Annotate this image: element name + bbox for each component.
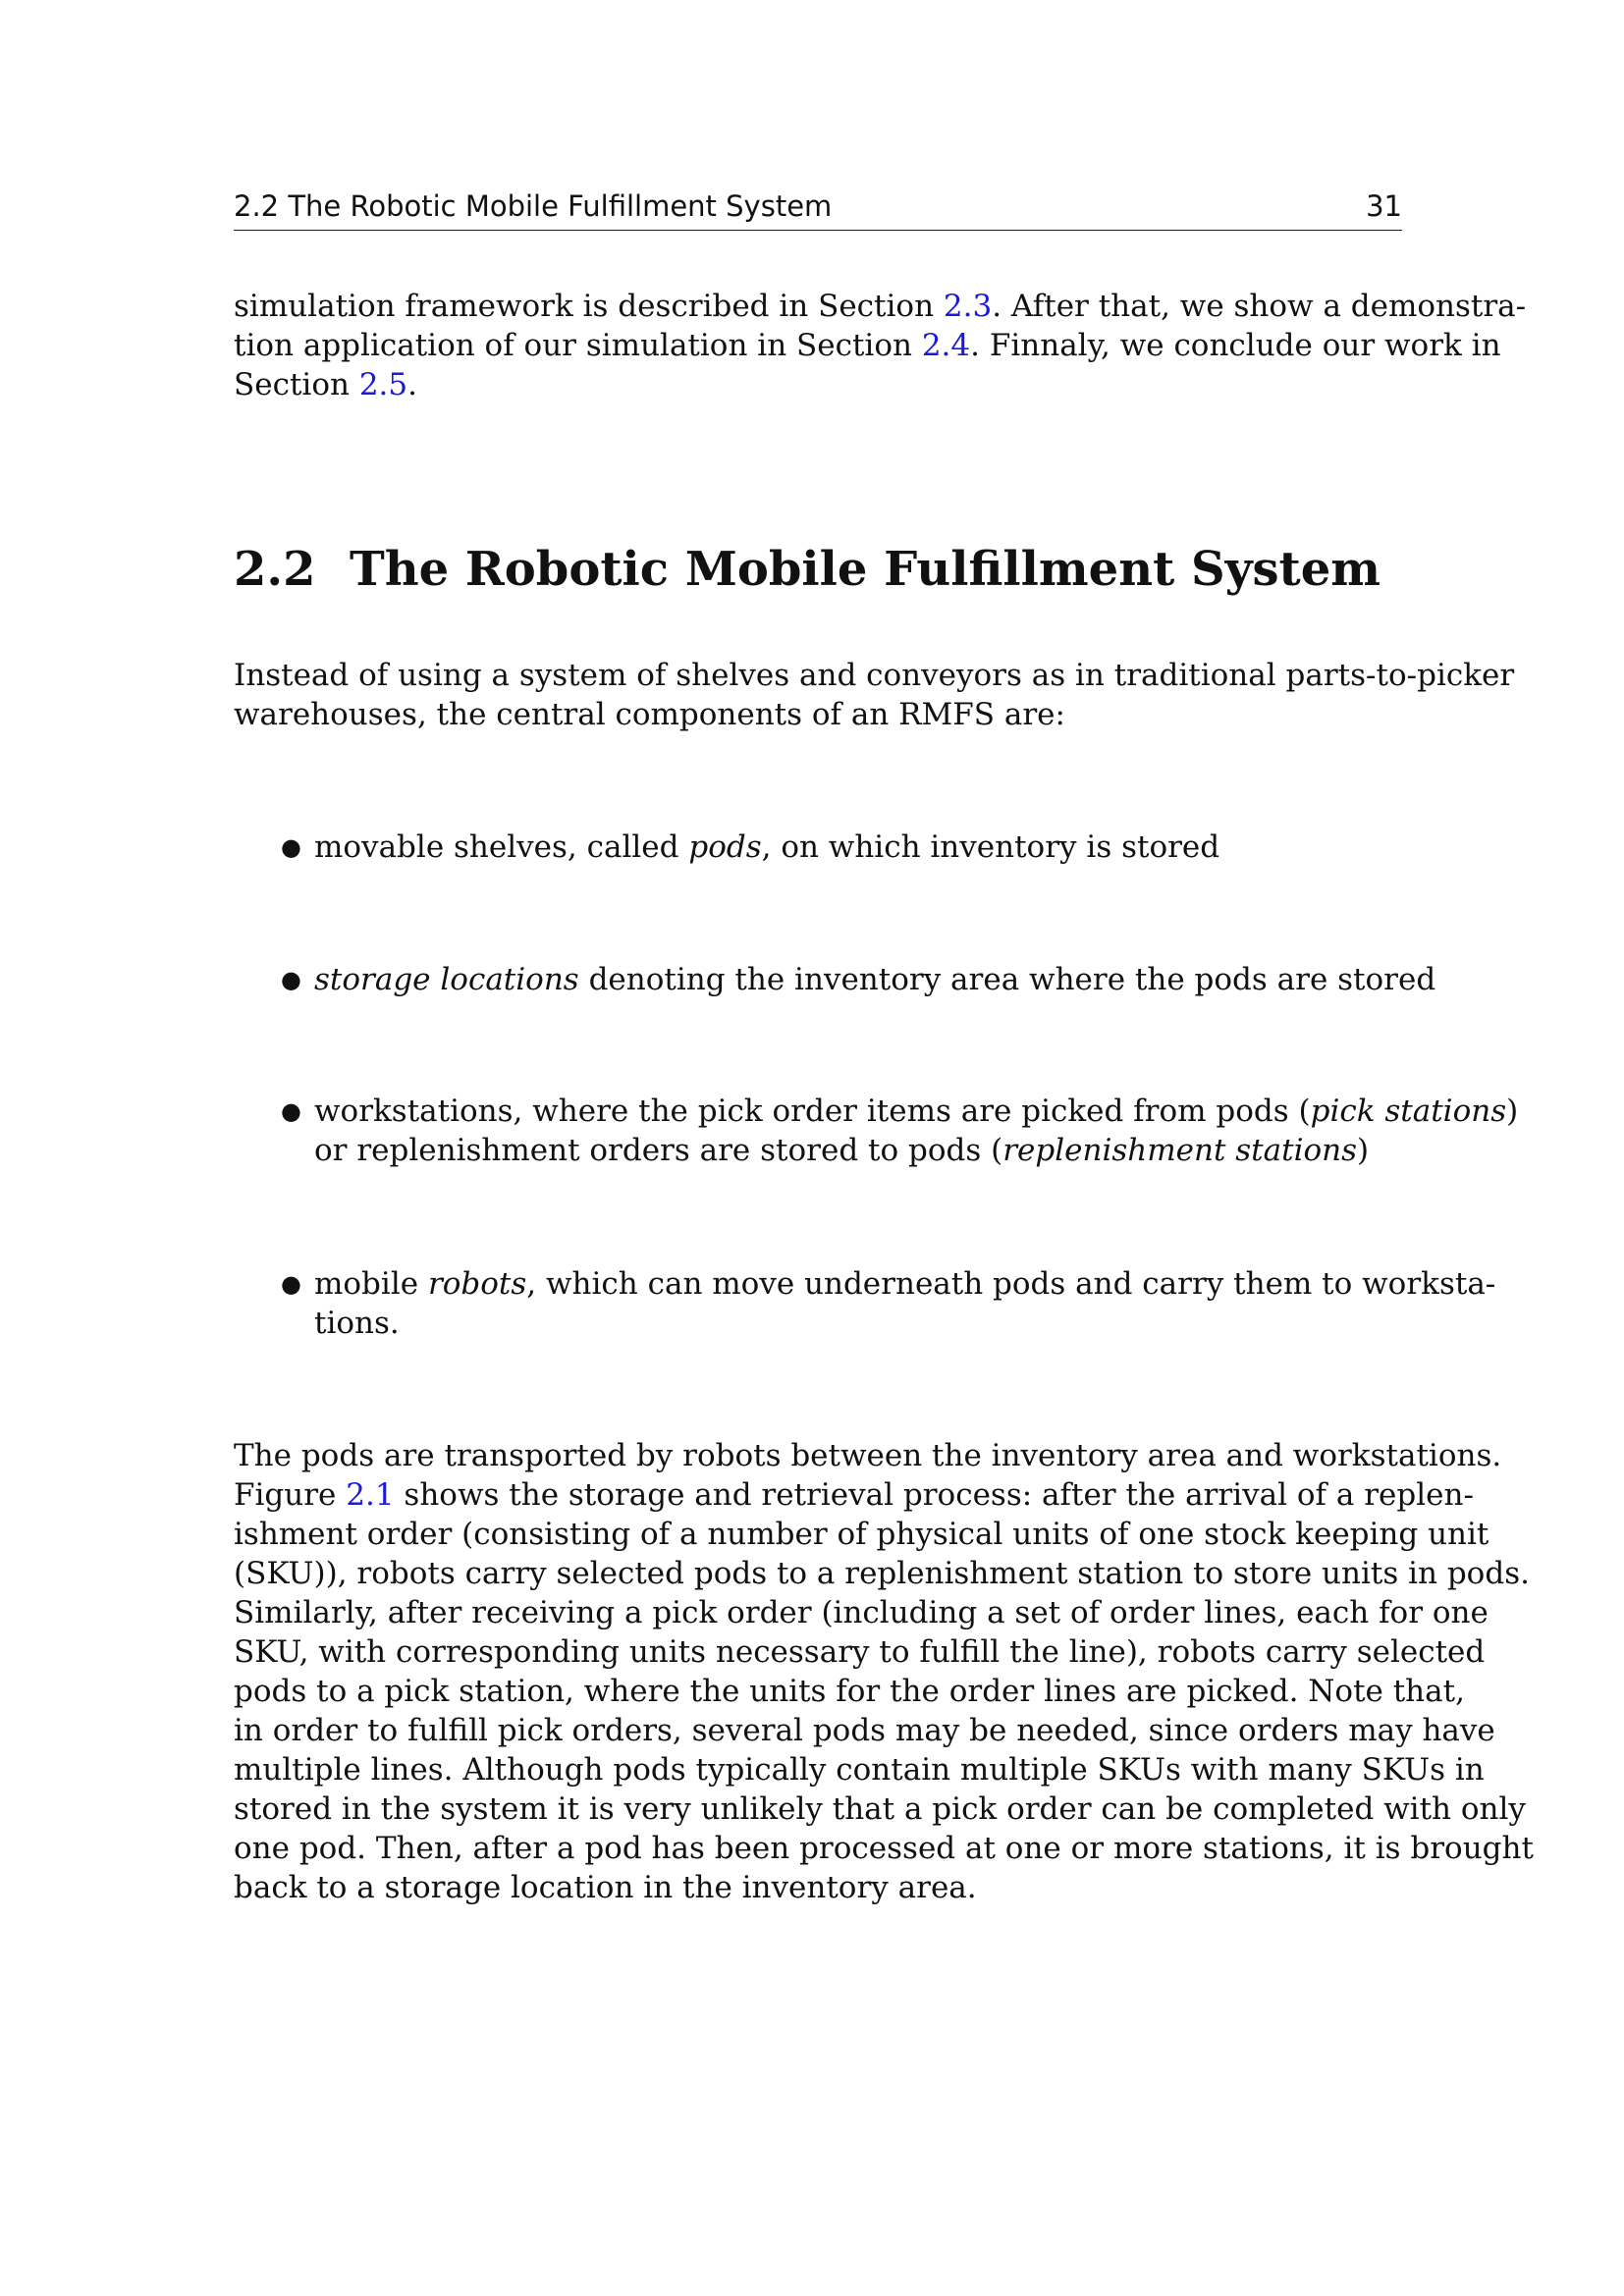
bullet-icon: ●: [281, 1097, 301, 1125]
term-robots: robots: [427, 1266, 527, 1302]
list-item-text: [314, 960, 1436, 999]
term-pick-stations: pick stations: [1310, 1094, 1507, 1129]
body-line: back to a storage location in the inventory area.: [234, 1870, 977, 1905]
term-replenishment-stations: replenishment stations: [1002, 1133, 1358, 1168]
intro-line: [234, 365, 1402, 404]
body-line: The pods are transported by robots between the inventory area and workstations.: [234, 1438, 1502, 1473]
lead-line: Instead of using a system of shelves and conveyors as in traditional parts-to-picker: [234, 658, 1515, 693]
running-header: [234, 187, 1402, 231]
body-line: pods to a pick station, where the units for the order lines are picked. Note that,: [234, 1674, 1465, 1709]
intro-paragraph: [234, 287, 1527, 404]
text-span: or replenishment orders are stored to pods (: [314, 1133, 1003, 1168]
bullet-icon: ●: [281, 966, 301, 993]
text-span: movable shelves, called: [314, 829, 689, 865]
text-span: , on which inventory is stored: [761, 829, 1220, 865]
text-span: . Finnaly, we conclude our work in: [970, 328, 1501, 363]
section-number: 2.2: [234, 542, 316, 597]
body-line: (SKU)), robots carry selected pods to a replenishment station to store units in pods.: [234, 1556, 1530, 1591]
term-storage-locations: storage locations: [314, 962, 579, 997]
text-span: . After that, we show a demonstra-: [992, 289, 1527, 324]
body-line: ishment order (consisting of a number of physical units of one stock keeping unit: [234, 1517, 1489, 1552]
text-span: denoting the inventory area where the pods are stored: [578, 962, 1436, 997]
body-line: [234, 1475, 1474, 1515]
page: [234, 0, 1534, 2296]
text-span: mobile: [314, 1266, 428, 1302]
body-line: Similarly, after receiving a pick order (including a set of order lines, each for one: [234, 1595, 1489, 1630]
list-item-line: [314, 1264, 1496, 1304]
page-number: 31: [1366, 189, 1402, 223]
body-line: multiple lines. Although pods typically contain multiple SKUs with many SKUs in: [234, 1752, 1485, 1788]
lead-line: warehouses, the central components of an RMFS are:: [234, 697, 1065, 732]
list-item-text: [314, 1092, 1519, 1170]
text-span: ): [1506, 1094, 1519, 1129]
text-span: simulation framework is described in Section: [234, 289, 944, 324]
running-header-title: 2.2 The Robotic Mobile Fulfillment System: [234, 189, 833, 223]
intro-line: [234, 287, 1527, 326]
section-link-2-4[interactable]: 2.4: [921, 328, 971, 363]
list-item-line: [314, 1092, 1519, 1131]
text-span: , which can move underneath pods and carry them to worksta-: [526, 1266, 1496, 1302]
list-item-line: tions.: [314, 1306, 400, 1341]
body-line: stored in the system it is very unlikely that a pick order can be completed with only: [234, 1791, 1526, 1827]
lead-paragraph: [234, 656, 1515, 734]
figure-link-2-1[interactable]: 2.1: [346, 1477, 395, 1513]
text-span: Figure: [234, 1477, 347, 1513]
text-span: shows the storage and retrieval process: after the arrival of a replen-: [394, 1477, 1474, 1513]
body-line: SKU, with corresponding units necessary to fulfill the line), robots carry selected: [234, 1634, 1486, 1670]
bullet-icon: ●: [281, 833, 301, 861]
text-span: workstations, where the pick order items are picked from pods (: [314, 1094, 1311, 1129]
section-heading: [234, 538, 1380, 601]
text-span: .: [407, 367, 417, 402]
list-item-line: [314, 828, 1402, 867]
list-item-text: [314, 1264, 1496, 1343]
section-link-2-3[interactable]: 2.3: [943, 289, 993, 324]
intro-line: [234, 326, 1501, 365]
body-paragraph: [234, 1436, 1534, 1907]
term-pods: pods: [688, 829, 762, 865]
list-item-line: [314, 1131, 1402, 1170]
body-line: in order to fulfill pick orders, several pods may be needed, since orders may have: [234, 1713, 1495, 1748]
text-span: Section: [234, 367, 359, 402]
section-title: The Robotic Mobile Fulfillment System: [350, 542, 1381, 597]
body-line: one pod. Then, after a pod has been processed at one or more stations, it is brought: [234, 1831, 1534, 1866]
text-span: ): [1357, 1133, 1370, 1168]
bullet-icon: ●: [281, 1270, 301, 1298]
section-link-2-5[interactable]: 2.5: [358, 367, 408, 402]
text-span: tion application of our simulation in Section: [234, 328, 922, 363]
list-item-text: [314, 828, 1402, 867]
list-item-line: [314, 960, 1436, 999]
